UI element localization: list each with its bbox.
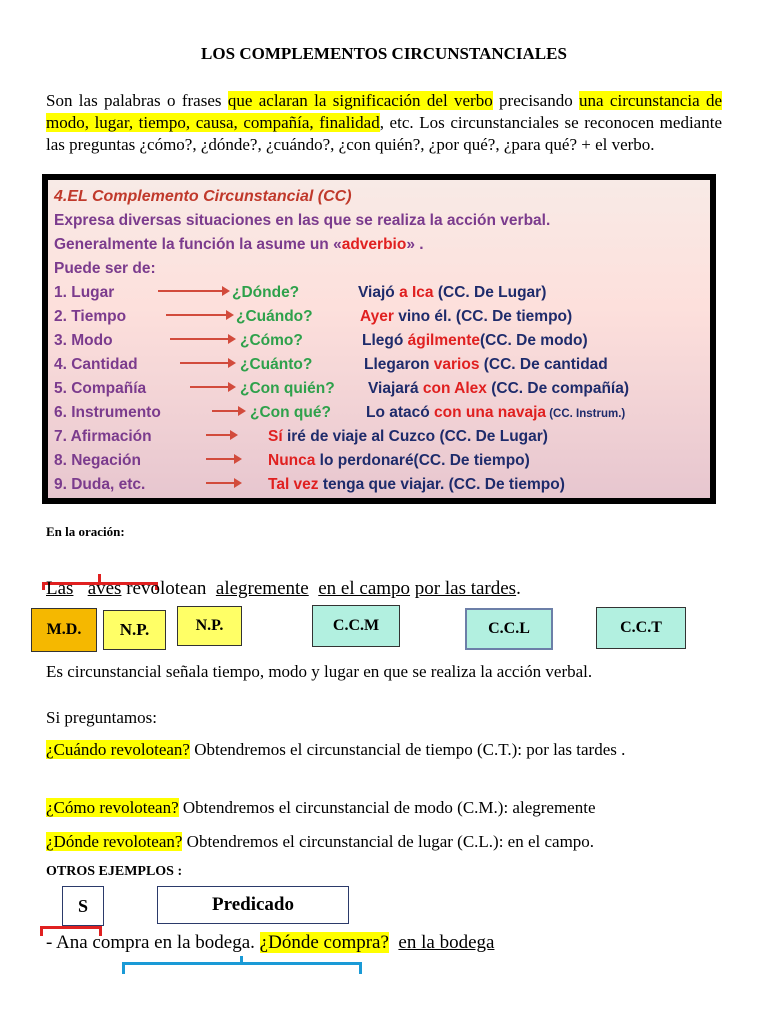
card-line: Puede ser de: [54, 260, 156, 277]
card-line: Expresa diversas situaciones en las que se realiza la acción verbal. [54, 212, 551, 229]
example-cc: Tal vez [268, 476, 319, 493]
sentence-intro: En la oración: [46, 524, 125, 539]
label-md: M.D. [31, 608, 97, 652]
arrow-icon [206, 434, 232, 436]
card-line [54, 236, 424, 254]
example-text: Lo atacó [366, 404, 435, 421]
cc-question: ¿Cuándo? [236, 308, 313, 325]
cc-type: 7. Afirmación [54, 428, 152, 445]
cc-question: ¿Dónde? [232, 284, 300, 301]
arrow-icon [206, 482, 236, 484]
example-text: Llegaron [364, 356, 434, 373]
otros-heading: OTROS EJEMPLOS : [46, 864, 183, 879]
example-text: (CC. Instrum.) [546, 408, 626, 420]
cc-type: 5. Compañía [54, 380, 147, 397]
card-heading: 4.EL Complemento Circunstancial (CC) [54, 188, 352, 205]
question-highlight: ¿Cuándo revolotean? [46, 740, 190, 759]
intro-text: precisando [492, 91, 580, 110]
question-paragraph [46, 738, 724, 762]
question-paragraph [46, 830, 736, 854]
intro-highlight: que aclaran la significación del verbo [227, 91, 493, 110]
predicate-box: Predicado [157, 886, 349, 924]
paragraph: Es circunstancial señala tiempo, modo y lugar en que se realiza la acción verbal. [46, 662, 593, 681]
intro-paragraph [46, 90, 722, 174]
label-np: N.P. [103, 610, 166, 650]
example-cc: ágilmente [407, 332, 480, 349]
example-text: Viajó [358, 284, 400, 301]
example-cc: Ayer [360, 308, 394, 325]
cc-type: 3. Modo [54, 332, 113, 349]
sentence-word: Las [46, 578, 74, 599]
label-np: N.P. [177, 606, 242, 646]
arrow-icon [166, 314, 228, 316]
arrow-icon [158, 290, 224, 292]
sentence-word: en el campo [318, 578, 411, 599]
example-text: (CC. De cantidad [479, 356, 608, 373]
question-text: Obtendremos el circunstancial de modo (C.M.): alegremente [178, 798, 596, 817]
subject-box: S [62, 886, 104, 926]
example-cc: con una navaja [434, 404, 547, 421]
example-text: (CC. De compañía) [486, 380, 630, 397]
example-text: tenga que viajar. (CC. De tiempo) [318, 476, 565, 493]
example-text: iré de viaje al Cuzco (CC. De Lugar) [282, 428, 548, 445]
arrow-icon [190, 386, 230, 388]
question-text: Obtendremos el circunstancial de tiempo (C.T.): por las tardes . [189, 740, 626, 759]
example-text: - Ana compra en la bodega. [46, 932, 260, 953]
arrow-icon [180, 362, 230, 364]
intro-text: Son las palabras o frases [46, 91, 228, 110]
example-text: Viajará [368, 380, 423, 397]
cc-type: 1. Lugar [54, 284, 115, 301]
sentence-word: . [516, 578, 521, 599]
example-sentence [46, 578, 521, 600]
question-paragraph [46, 796, 736, 820]
cc-question: ¿Con quién? [240, 380, 335, 397]
label-ccm: C.C.M [312, 605, 400, 647]
example-highlight: ¿Dónde compra? [259, 932, 389, 953]
arrow-icon [212, 410, 240, 412]
example-text: vino él. (CC. De tiempo) [393, 308, 573, 325]
example-cc: a Ica [399, 284, 434, 301]
sentence-word: por las tardes [414, 578, 517, 599]
sentence-word: aves [87, 578, 122, 599]
sentence-word: revolotean [126, 578, 207, 599]
sentence-word: alegremente [215, 578, 309, 599]
cc-type: 9. Duda, etc. [54, 476, 146, 493]
paragraph: Si preguntamos: [46, 708, 157, 727]
example-answer: en la bodega [398, 932, 495, 953]
intro-highlight: una circunstancia de modo, lugar, tiempo, causa, compañía, finalidad [46, 91, 722, 132]
cc-question: ¿Cómo? [240, 332, 303, 349]
example-text: lo perdonaré(CC. De tiempo) [315, 452, 530, 469]
cc-type: 4. Cantidad [54, 356, 138, 373]
example-cc: con Alex [422, 380, 487, 397]
intro-text: , etc. Los circunstanciales se reconocen mediante las preguntas ¿cómo?, ¿dónde?, ¿cuándo?, ¿con quién?, ¿por qué?, ¿para qué? + el verbo. [46, 113, 722, 154]
arrow-icon [206, 458, 236, 460]
example-cc: varios [433, 356, 480, 373]
question-highlight: ¿Cómo revolotean? [46, 798, 179, 817]
example-text: (CC. De modo) [480, 332, 588, 349]
example-text: Llegó [362, 332, 408, 349]
question-text: Obtendremos el circunstancial de lugar (C.L.): en el campo. [182, 832, 595, 851]
cc-type: 6. Instrumento [54, 404, 161, 421]
example-text: (CC. De Lugar) [433, 284, 547, 301]
cc-question: ¿Cuánto? [240, 356, 313, 373]
page-title: LOS COMPLEMENTOS CIRCUNSTANCIALES [201, 44, 567, 63]
cc-summary-card [42, 174, 716, 504]
question-highlight: ¿Dónde revolotean? [46, 832, 183, 851]
example-cc: Nunca [268, 452, 316, 469]
label-ccl: C.C.L [465, 608, 553, 650]
cc-type: 8. Negación [54, 452, 141, 469]
label-cct: C.C.T [596, 607, 686, 649]
example-cc: Sí [268, 428, 283, 445]
cc-question: ¿Con qué? [250, 404, 331, 421]
card-keyword: adverbio [341, 236, 407, 253]
cc-type: 2. Tiempo [54, 308, 127, 325]
predicate-bracket-tick [240, 956, 243, 964]
card-text: Generalmente la función la asume un « [54, 236, 342, 253]
arrow-icon [170, 338, 230, 340]
card-text: » . [406, 236, 424, 253]
example-line [46, 932, 494, 954]
